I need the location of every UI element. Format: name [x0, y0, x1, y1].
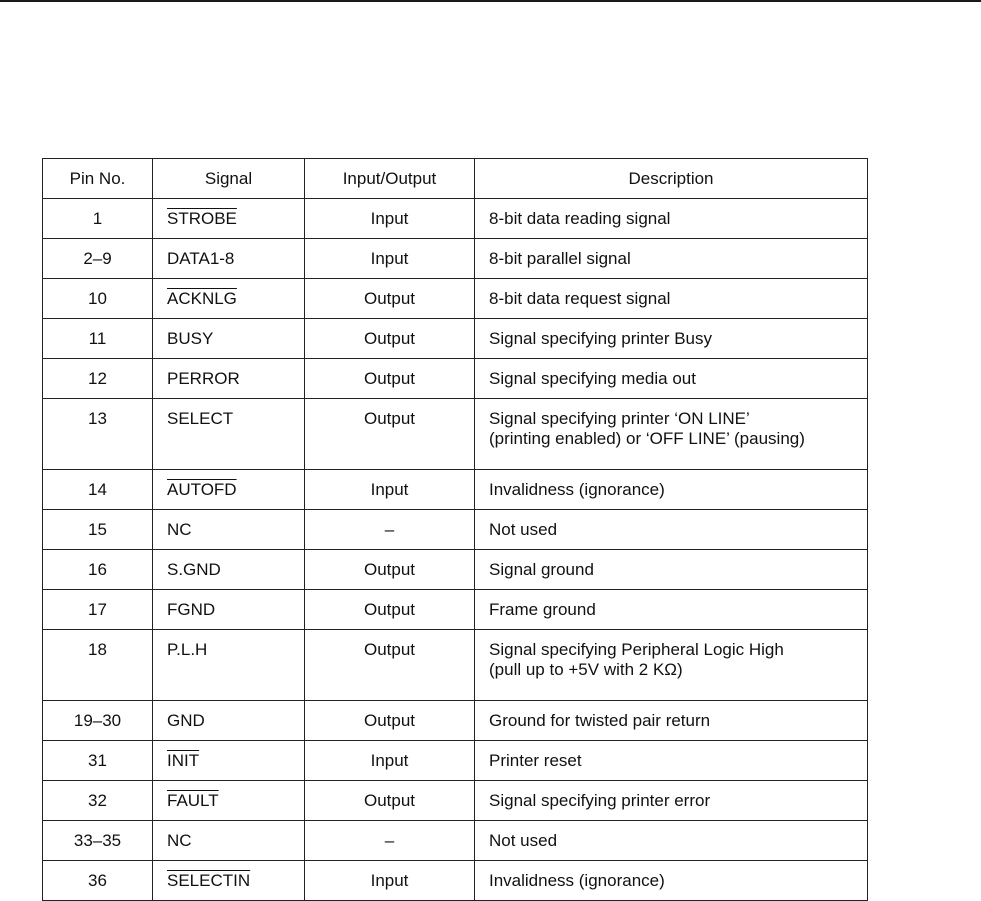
- signal-cell: [153, 399, 305, 470]
- description-cell: [475, 470, 868, 510]
- signal-name: PERROR: [167, 368, 240, 388]
- input-output-cell: Input: [305, 199, 475, 239]
- header-pin-no: Pin No.: [43, 159, 153, 199]
- input-output-cell: Output: [305, 279, 475, 319]
- input-output-cell: Output: [305, 701, 475, 741]
- signal-name-active-low: FAULT: [167, 790, 219, 810]
- description-cell: [475, 510, 868, 550]
- header-input-output: Input/Output: [305, 159, 475, 199]
- input-output-cell: –: [305, 510, 475, 550]
- description-line: 8-bit parallel signal: [489, 248, 631, 268]
- signal-name: NC: [167, 519, 192, 539]
- description-cell: [475, 399, 868, 470]
- description-line-2: (pull up to +5V with 2 KΩ): [489, 660, 683, 679]
- input-output-cell: Output: [305, 590, 475, 630]
- input-output-cell: Output: [305, 550, 475, 590]
- signal-cell: [153, 199, 305, 239]
- description-cell: [475, 279, 868, 319]
- signal-name: S.GND: [167, 559, 221, 579]
- table-row: [43, 630, 868, 701]
- signal-name: P.L.H: [167, 640, 208, 659]
- signal-cell: [153, 470, 305, 510]
- signal-cell: [153, 279, 305, 319]
- pin-assignment-table: [42, 158, 868, 901]
- description-line: Invalidness (ignorance): [489, 479, 665, 499]
- table-row: [43, 399, 868, 470]
- signal-cell: [153, 359, 305, 399]
- header-description: Description: [475, 159, 868, 199]
- pin-number-cell: 1: [43, 199, 153, 239]
- pin-number-cell: 16: [43, 550, 153, 590]
- signal-cell: [153, 510, 305, 550]
- pin-number-cell: 2–9: [43, 239, 153, 279]
- description-cell: [475, 590, 868, 630]
- table-body: [43, 199, 868, 901]
- table-row: [43, 701, 868, 741]
- table-row: [43, 319, 868, 359]
- input-output-cell: Input: [305, 861, 475, 901]
- signal-cell: [153, 630, 305, 701]
- description-cell: [475, 550, 868, 590]
- signal-cell: [153, 781, 305, 821]
- signal-cell: [153, 239, 305, 279]
- signal-name-active-low: AUTOFD: [167, 479, 237, 499]
- description-cell: [475, 821, 868, 861]
- description-line: Signal ground: [489, 559, 594, 579]
- pin-number-cell: 18: [43, 630, 153, 701]
- signal-name: SELECT: [167, 409, 234, 428]
- input-output-cell: Input: [305, 470, 475, 510]
- table-row: [43, 510, 868, 550]
- signal-name: NC: [167, 830, 192, 850]
- input-output-cell: Output: [305, 399, 475, 470]
- pin-number-cell: 11: [43, 319, 153, 359]
- description-line: Invalidness (ignorance): [489, 870, 665, 890]
- description-cell: [475, 359, 868, 399]
- pin-number-cell: 32: [43, 781, 153, 821]
- signal-name: BUSY: [167, 328, 214, 348]
- table-header-row: [43, 159, 868, 199]
- pin-number-cell: 10: [43, 279, 153, 319]
- pin-number-cell: 17: [43, 590, 153, 630]
- description-cell: [475, 199, 868, 239]
- header-signal: Signal: [153, 159, 305, 199]
- pin-number-cell: 13: [43, 399, 153, 470]
- signal-name: DATA1-8: [167, 248, 235, 268]
- signal-cell: [153, 319, 305, 359]
- input-output-cell: Output: [305, 630, 475, 701]
- top-rule: [0, 0, 981, 2]
- description-line-2: (printing enabled) or ‘OFF LINE’ (pausing): [489, 429, 805, 448]
- table-row: [43, 279, 868, 319]
- signal-cell: [153, 861, 305, 901]
- description-line: Ground for twisted pair return: [489, 710, 711, 730]
- pin-number-cell: 36: [43, 861, 153, 901]
- input-output-cell: Input: [305, 239, 475, 279]
- table-row: [43, 199, 868, 239]
- pin-number-cell: 15: [43, 510, 153, 550]
- description-line: Printer reset: [489, 750, 582, 770]
- description-line: Signal specifying media out: [489, 368, 696, 388]
- signal-name-active-low: SELECTIN: [167, 870, 251, 890]
- signal-name: GND: [167, 710, 205, 730]
- description-cell: [475, 741, 868, 781]
- table-row: [43, 781, 868, 821]
- description-line: Not used: [489, 830, 558, 850]
- description-cell: [475, 319, 868, 359]
- signal-name-active-low: INIT: [167, 750, 200, 770]
- table-row: [43, 590, 868, 630]
- input-output-cell: –: [305, 821, 475, 861]
- table-row: [43, 239, 868, 279]
- signal-cell: [153, 741, 305, 781]
- signal-cell: [153, 590, 305, 630]
- description-line: 8-bit data request signal: [489, 288, 671, 308]
- description-line: Frame ground: [489, 599, 596, 619]
- signal-name: FGND: [167, 599, 216, 619]
- description-cell: [475, 781, 868, 821]
- pin-number-cell: 33–35: [43, 821, 153, 861]
- description-cell: [475, 630, 868, 701]
- description-cell: [475, 701, 868, 741]
- pin-number-cell: 14: [43, 470, 153, 510]
- input-output-cell: Output: [305, 319, 475, 359]
- pin-number-cell: 19–30: [43, 701, 153, 741]
- pin-number-cell: 12: [43, 359, 153, 399]
- input-output-cell: Output: [305, 359, 475, 399]
- signal-cell: [153, 701, 305, 741]
- table-row: [43, 359, 868, 399]
- description-line: 8-bit data reading signal: [489, 208, 671, 228]
- description-line: Not used: [489, 519, 558, 539]
- table-row: [43, 470, 868, 510]
- description-line: Signal specifying printer Busy: [489, 328, 713, 348]
- description-line: Signal specifying printer error: [489, 790, 711, 810]
- description-cell: [475, 239, 868, 279]
- description-line: Signal specifying Peripheral Logic High: [489, 640, 784, 659]
- pin-number-cell: 31: [43, 741, 153, 781]
- signal-cell: [153, 821, 305, 861]
- input-output-cell: Output: [305, 781, 475, 821]
- table-row: [43, 821, 868, 861]
- description-line: Signal specifying printer ‘ON LINE’: [489, 409, 750, 428]
- signal-cell: [153, 550, 305, 590]
- table-row: [43, 550, 868, 590]
- signal-name-active-low: ACKNLG: [167, 288, 237, 308]
- table-row: [43, 741, 868, 781]
- description-cell: [475, 861, 868, 901]
- input-output-cell: Input: [305, 741, 475, 781]
- signal-name-active-low: STROBE: [167, 208, 237, 228]
- table-row: [43, 861, 868, 901]
